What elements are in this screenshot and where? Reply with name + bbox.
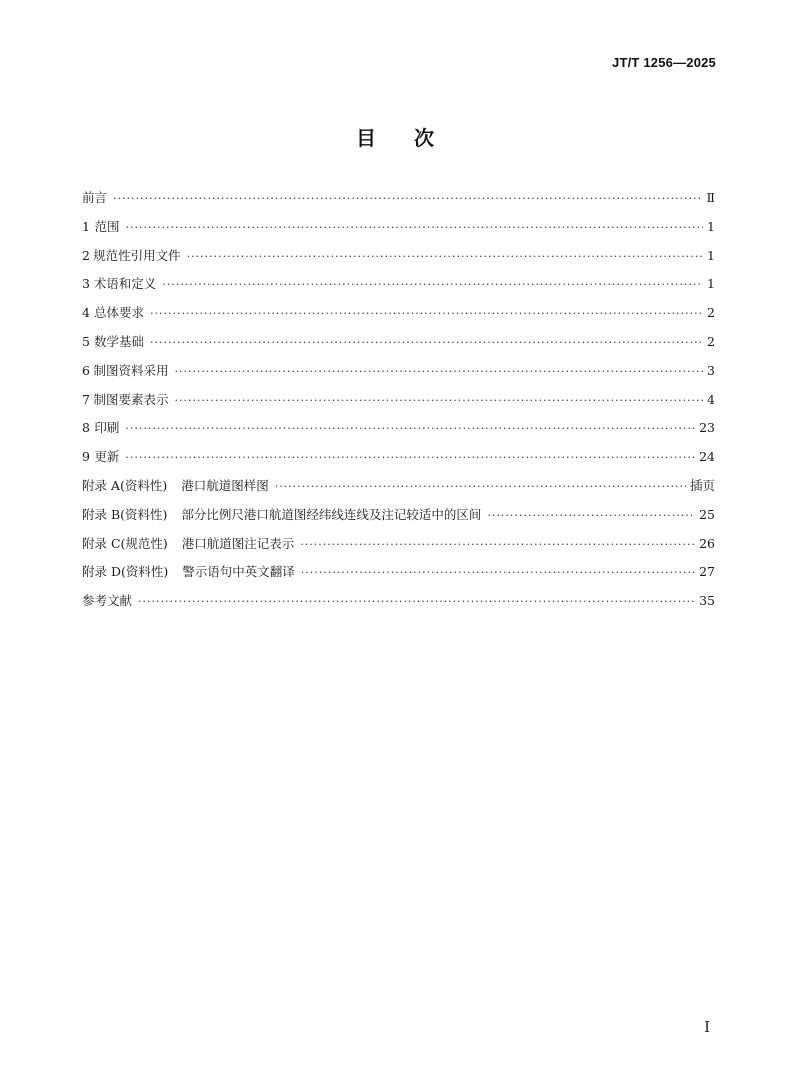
toc-entry-number: 8 <box>82 420 90 436</box>
toc-leader-dots <box>187 243 703 272</box>
toc-appendix-title: 港口航道图样图 <box>181 477 269 493</box>
toc-entry-page: 4 <box>707 391 715 407</box>
toc-appendix-title: 港口航道图注记表示 <box>181 535 295 551</box>
toc-leader-dots <box>301 559 695 588</box>
toc-entry-page: 插页 <box>689 477 715 493</box>
toc-entry-number: 2 <box>82 247 90 263</box>
toc-entry-label: 更新 <box>94 449 120 465</box>
toc-entry-4[interactable] <box>82 299 715 328</box>
toc-entry-7[interactable] <box>82 386 715 415</box>
toc-entry-number: 5 <box>82 333 90 349</box>
toc-entry-label: 范围 <box>94 218 120 234</box>
toc-entry-page: 26 <box>699 535 715 551</box>
toc-entry-appendix-c[interactable] <box>82 530 715 559</box>
toc-entry-page: 24 <box>699 449 715 465</box>
toc-entry-number: 4 <box>82 305 90 321</box>
toc-entry-label: 总体要求 <box>93 305 144 321</box>
toc-entry-page: 27 <box>699 564 715 580</box>
toc-appendix-title: 警示语句中英文翻译 <box>182 564 295 580</box>
toc-entry-label: 规范性引用文件 <box>93 247 181 263</box>
toc-appendix-label: 附录 D(资料性) <box>82 564 169 580</box>
toc-entry-label: 数学基础 <box>93 333 144 349</box>
toc-leader-dots <box>126 214 704 243</box>
toc-leader-dots <box>125 444 695 473</box>
toc-entry-number: 1 <box>82 218 90 234</box>
toc-entry-page: 1 <box>707 276 715 292</box>
toc-entry-9[interactable] <box>82 443 715 472</box>
toc-appendix-label: 附录 A(资料性) <box>82 477 168 493</box>
toc-leader-dots <box>174 387 703 416</box>
toc-appendix-label: 附录 C(规范性) <box>82 535 168 551</box>
toc-leader-dots <box>150 329 703 358</box>
toc-appendix-label: 附录 B(资料性) <box>82 506 168 522</box>
toc-leader-dots <box>125 415 695 444</box>
toc-entry-label: 术语和定义 <box>93 276 157 292</box>
toc-entry-label: 印刷 <box>94 420 120 436</box>
toc-entry-label: 制图资料采用 <box>93 362 169 378</box>
toc-entry-page: 1 <box>707 218 715 234</box>
toc-entry-page: 1 <box>707 247 715 263</box>
toc-entry-number: 3 <box>82 276 90 292</box>
toc-entry-page: 2 <box>707 333 715 349</box>
toc-entry-5[interactable] <box>82 328 715 357</box>
toc-entry-page: Ⅱ <box>706 190 715 205</box>
toc-entry-page: 23 <box>699 420 715 436</box>
toc-entry-page: 25 <box>699 506 715 522</box>
standard-code: JT/T 1256—2025 <box>612 55 716 70</box>
toc-entry-1[interactable] <box>82 213 715 242</box>
table-of-contents <box>82 184 715 616</box>
toc-entry-page: 2 <box>707 305 715 321</box>
toc-entry-2[interactable] <box>82 242 715 271</box>
toc-entry-label: 参考文献 <box>82 593 133 609</box>
toc-appendix-title: 部分比例尺港口航道图经纬线连线及注记较适中的区间 <box>181 506 482 522</box>
toc-entry-6[interactable] <box>82 357 715 386</box>
toc-leader-dots <box>162 271 703 300</box>
toc-entry-page: 3 <box>707 362 715 378</box>
page-number: I <box>704 1018 710 1036</box>
toc-entry-page: 35 <box>699 593 715 609</box>
toc-leader-dots <box>300 531 695 560</box>
toc-entry-number: 7 <box>82 391 90 407</box>
toc-leader-dots <box>138 588 695 617</box>
toc-leader-dots <box>174 358 703 387</box>
toc-entry-foreword[interactable] <box>82 184 715 213</box>
toc-leader-dots <box>150 300 703 329</box>
toc-leader-dots <box>113 185 702 214</box>
toc-entry-label: 前言 <box>82 190 108 205</box>
toc-entry-3[interactable] <box>82 270 715 299</box>
toc-leader-dots <box>487 502 695 531</box>
toc-title: 目次 <box>356 126 472 150</box>
toc-entry-appendix-a[interactable] <box>82 472 715 501</box>
toc-entry-8[interactable] <box>82 414 715 443</box>
toc-entry-label: 制图要素表示 <box>93 391 169 407</box>
toc-entry-number: 6 <box>82 362 90 378</box>
toc-entry-appendix-b[interactable] <box>82 501 715 530</box>
toc-entry-references[interactable] <box>82 587 715 616</box>
toc-leader-dots <box>275 473 686 502</box>
toc-entry-appendix-d[interactable] <box>82 558 715 587</box>
toc-entry-number: 9 <box>82 449 90 465</box>
